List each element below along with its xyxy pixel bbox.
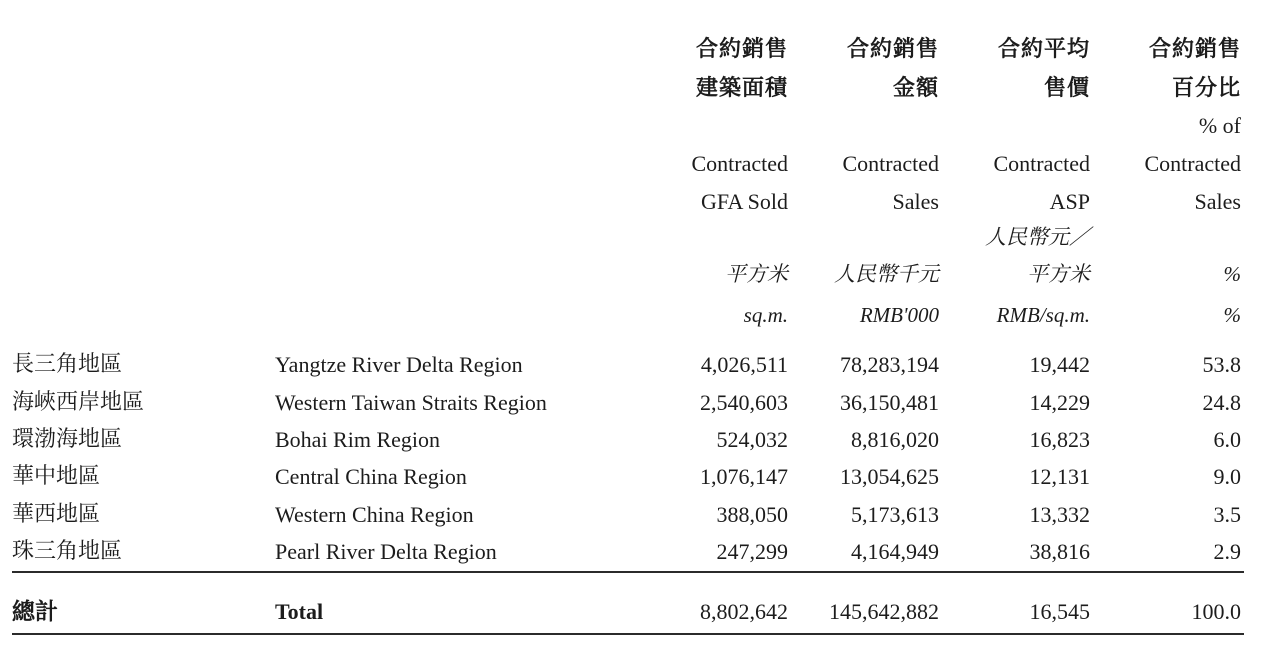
asp-value: 19,442 (1029, 352, 1090, 377)
col3-header-en-line1: Contracted (993, 151, 1090, 176)
region-name-zh: 海峽西岸地區 (12, 390, 145, 415)
pct-value: 6.0 (1213, 427, 1241, 452)
region-name-en: Western China Region (275, 502, 474, 527)
asp-value: 16,823 (1029, 427, 1090, 452)
table-row (0, 498, 1284, 532)
region-name-en: Pearl River Delta Region (275, 539, 497, 564)
table-row (0, 386, 1284, 420)
col3-header-zh-line2: 售價 (1043, 75, 1090, 101)
total-label-en: Total (275, 599, 324, 624)
col4-header-en-line2: Sales (1194, 189, 1241, 214)
total-gfa-value: 8,802,642 (700, 599, 788, 624)
gfa-value: 247,299 (716, 539, 788, 564)
col2-header-en-line1: Contracted (842, 151, 939, 176)
gfa-value: 4,026,511 (700, 352, 788, 377)
col2-unit-en: RMB'000 (859, 303, 939, 327)
gfa-value: 2,540,603 (700, 390, 788, 415)
pct-value: 9.0 (1213, 464, 1241, 489)
region-name-zh: 長三角地區 (12, 352, 123, 377)
sales-value: 4,164,949 (851, 539, 939, 564)
col1-unit-zh: 平方米 (725, 262, 788, 286)
total-row (0, 595, 1284, 629)
col3-unit-zh-line1: 人民幣元／ (985, 225, 1090, 249)
col4-unit-zh: % (1223, 262, 1241, 286)
table-row (0, 348, 1284, 382)
pct-value: 24.8 (1202, 390, 1241, 415)
gfa-value: 388,050 (716, 502, 788, 527)
col4-header-en-line1: Contracted (1144, 151, 1241, 176)
sales-value: 8,816,020 (851, 427, 939, 452)
table-row (0, 535, 1284, 569)
asp-value: 14,229 (1029, 390, 1090, 415)
col3-header-en-line2: ASP (1049, 189, 1090, 214)
col1-header-zh-line1: 合約銷售 (695, 36, 788, 62)
col2-header-zh-line1: 合約銷售 (846, 36, 939, 62)
col4-header-zh-line2: 百分比 (1171, 75, 1241, 101)
col4-unit-en: % (1223, 303, 1241, 327)
col2-header-en-line2: Sales (892, 189, 939, 214)
col3-header-zh-line1: 合約平均 (997, 36, 1090, 62)
total-label-zh: 總計 (12, 598, 58, 625)
sales-value: 13,054,625 (840, 464, 939, 489)
region-name-en: Western Taiwan Straits Region (275, 390, 547, 415)
region-name-zh: 環渤海地區 (12, 427, 123, 452)
col2-unit-zh: 人民幣千元 (834, 262, 939, 286)
total-pct-value: 100.0 (1191, 599, 1241, 624)
asp-value: 38,816 (1029, 539, 1090, 564)
col4-header-en-line0: % of (1198, 113, 1241, 138)
col2-header-zh-line2: 金額 (892, 75, 939, 101)
table-row (0, 460, 1284, 494)
table-row (0, 423, 1284, 457)
col3-unit-zh-line2: 平方米 (1027, 262, 1090, 286)
asp-value: 13,332 (1029, 502, 1090, 527)
gfa-value: 524,032 (716, 427, 788, 452)
region-name-zh: 珠三角地區 (12, 539, 123, 564)
total-bottom-rule (12, 633, 1244, 635)
col3-unit-en: RMB/sq.m. (996, 303, 1090, 327)
total-sales-value: 145,642,882 (829, 599, 939, 624)
col1-unit-en: sq.m. (743, 303, 788, 327)
col1-header-en-line2: GFA Sold (700, 189, 788, 214)
sales-value: 5,173,613 (851, 502, 939, 527)
pct-value: 2.9 (1213, 539, 1241, 564)
pct-value: 3.5 (1213, 502, 1241, 527)
col1-header-en-line1: Contracted (691, 151, 788, 176)
region-name-en: Yangtze River Delta Region (275, 352, 523, 377)
region-name-en: Bohai Rim Region (275, 427, 440, 452)
pct-value: 53.8 (1202, 352, 1241, 377)
total-asp-value: 16,545 (1029, 599, 1090, 624)
col4-header-zh-line1: 合約銷售 (1148, 36, 1241, 62)
total-top-rule (12, 571, 1244, 573)
col1-header-zh-line2: 建築面積 (695, 75, 788, 101)
asp-value: 12,131 (1029, 464, 1090, 489)
sales-value: 78,283,194 (840, 352, 939, 377)
region-name-en: Central China Region (275, 464, 467, 489)
region-name-zh: 華西地區 (12, 502, 101, 527)
region-name-zh: 華中地區 (12, 464, 101, 489)
sales-value: 36,150,481 (840, 390, 939, 415)
gfa-value: 1,076,147 (700, 464, 788, 489)
